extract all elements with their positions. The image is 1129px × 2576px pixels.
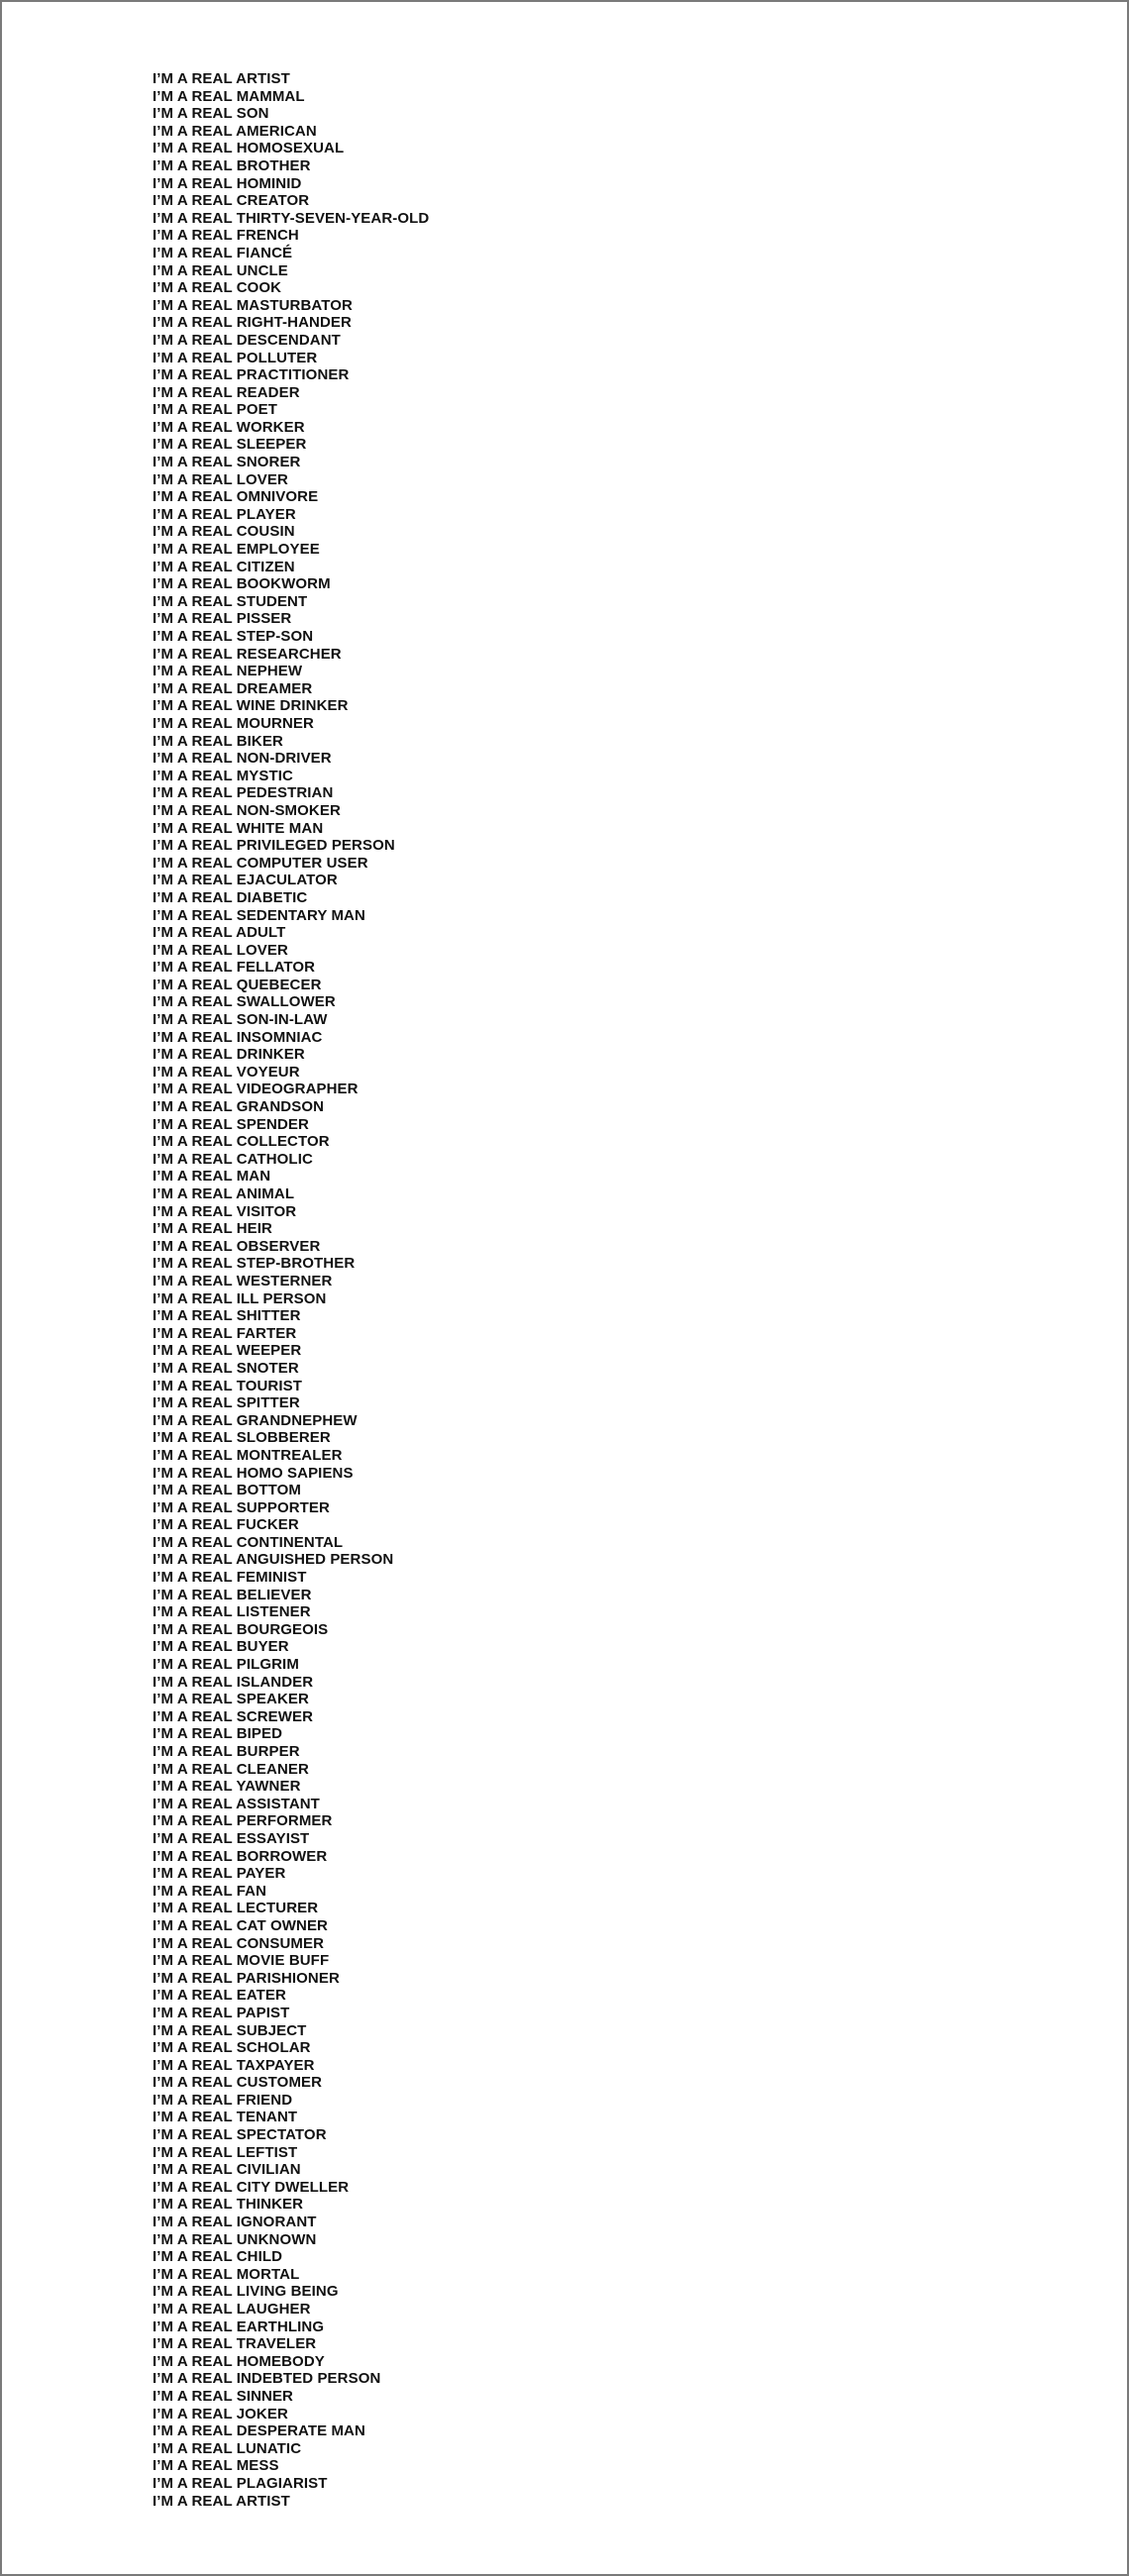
text-list: [153, 70, 429, 2510]
text-line: I’M A REAL BOTTOM: [153, 1482, 302, 1499]
text-line: I’M A REAL FRENCH: [153, 227, 299, 245]
text-line: I’M A REAL JOKER: [153, 2405, 288, 2422]
text-line: I’M A REAL SLEEPER: [153, 436, 307, 454]
text-line: I’M A REAL WINE DRINKER: [153, 697, 349, 715]
text-line: I’M A REAL CUSTOMER: [153, 2074, 323, 2092]
text-line: I’M A REAL SCREWER: [153, 1707, 314, 1725]
text-line: I’M A REAL FELLATOR: [153, 959, 316, 977]
text-line: I’M A REAL INSOMNIAC: [153, 1028, 323, 1046]
text-line: I’M A REAL FEMINIST: [153, 1569, 307, 1587]
text-line: I’M A REAL DESPERATE MAN: [153, 2422, 365, 2440]
text-line: I’M A REAL COMPUTER USER: [153, 854, 368, 872]
text-line: I’M A REAL CITY DWELLER: [153, 2178, 350, 2196]
text-line: I’M A REAL GRANDSON: [153, 1098, 325, 1116]
text-line: I’M A REAL SON: [153, 105, 269, 123]
text-line: I’M A REAL LISTENER: [153, 1603, 311, 1621]
text-line: I’M A REAL MOVIE BUFF: [153, 1952, 330, 1970]
text-line: I’M A REAL POET: [153, 401, 277, 419]
text-line: I’M A REAL PAYER: [153, 1865, 286, 1883]
text-line: I’M A REAL OMNIVORE: [153, 488, 319, 506]
text-line: I’M A REAL VOYEUR: [153, 1063, 300, 1081]
text-line: I’M A REAL DESCENDANT: [153, 331, 341, 349]
text-line: I’M A REAL SPEAKER: [153, 1691, 309, 1708]
text-line: I’M A REAL CATHOLIC: [153, 1150, 313, 1168]
text-line: I’M A REAL DREAMER: [153, 679, 313, 697]
text-line: I’M A REAL COOK: [153, 279, 282, 297]
text-line: I’M A REAL EATER: [153, 1987, 286, 2005]
text-line: I’M A REAL PLAGIARIST: [153, 2474, 328, 2492]
text-line: I’M A REAL COLLECTOR: [153, 1133, 330, 1151]
text-line: I’M A REAL BIKER: [153, 732, 283, 750]
text-line: I’M A REAL NON-DRIVER: [153, 750, 332, 768]
text-line: I’M A REAL LECTURER: [153, 1900, 319, 1917]
text-line: I’M A REAL ASSISTANT: [153, 1795, 320, 1812]
text-line: I’M A REAL LIVING BEING: [153, 2283, 339, 2301]
text-line: I’M A REAL GRANDNEPHEW: [153, 1411, 358, 1429]
text-line: I’M A REAL TRAVELER: [153, 2335, 317, 2353]
text-line: I’M A REAL TOURIST: [153, 1377, 302, 1394]
text-line: I’M A REAL CLEANER: [153, 1760, 309, 1778]
text-line: I’M A REAL ADULT: [153, 924, 286, 942]
text-line: I’M A REAL ANGUISHED PERSON: [153, 1551, 394, 1569]
text-line: I’M A REAL EARTHLING: [153, 2318, 325, 2335]
text-line: I’M A REAL CONTINENTAL: [153, 1533, 344, 1551]
text-line: I’M A REAL MASTURBATOR: [153, 296, 353, 314]
text-line: I’M A REAL PILGRIM: [153, 1656, 299, 1674]
text-line: I’M A REAL HOMINID: [153, 174, 302, 192]
text-line: I’M A REAL LUNATIC: [153, 2439, 302, 2457]
text-line: I’M A REAL QUEBECER: [153, 976, 322, 993]
text-line: I’M A REAL VIDEOGRAPHER: [153, 1081, 359, 1098]
text-line: I’M A REAL TAXPAYER: [153, 2056, 315, 2074]
text-line: I’M A REAL AMERICAN: [153, 122, 317, 140]
text-line: I’M A REAL ANIMAL: [153, 1185, 295, 1202]
text-line: I’M A REAL ARTIST: [153, 2492, 290, 2510]
text-line: I’M A REAL COUSIN: [153, 523, 295, 541]
text-line: I’M A REAL LAUGHER: [153, 2301, 311, 2318]
text-line: I’M A REAL MORTAL: [153, 2265, 300, 2283]
text-line: I’M A REAL HOMO SAPIENS: [153, 1464, 354, 1482]
text-line: I’M A REAL FRIEND: [153, 2091, 293, 2109]
text-line: I’M A REAL CAT OWNER: [153, 1916, 328, 1934]
text-line: I’M A REAL WESTERNER: [153, 1272, 333, 1289]
text-line: I’M A REAL UNCLE: [153, 261, 288, 279]
text-line: I’M A REAL CHILD: [153, 2248, 283, 2266]
text-line: I’M A REAL NEPHEW: [153, 663, 303, 680]
text-line: I’M A REAL WHITE MAN: [153, 819, 324, 837]
text-line: I’M A REAL IGNORANT: [153, 2214, 317, 2231]
text-line: I’M A REAL BOOKWORM: [153, 575, 331, 593]
text-line: I’M A REAL SPITTER: [153, 1394, 300, 1412]
text-line: I’M A REAL THIRTY-SEVEN-YEAR-OLD: [153, 209, 430, 227]
text-line: I’M A REAL SLOBBERER: [153, 1429, 331, 1447]
text-line: I’M A REAL READER: [153, 383, 300, 401]
text-line: I’M A REAL EJACULATOR: [153, 872, 338, 889]
text-line: I’M A REAL SNOTER: [153, 1359, 299, 1377]
text-line: I’M A REAL RIGHT-HANDER: [153, 314, 352, 332]
text-line: I’M A REAL MAMMAL: [153, 87, 305, 105]
text-line: I’M A REAL SUPPORTER: [153, 1498, 330, 1516]
text-line: I’M A REAL FIANCÉ: [153, 244, 293, 261]
text-line: I’M A REAL EMPLOYEE: [153, 541, 320, 559]
text-line: I’M A REAL VISITOR: [153, 1202, 297, 1220]
text-line: I’M A REAL POLLUTER: [153, 349, 318, 366]
text-line: I’M A REAL ARTIST: [153, 70, 290, 87]
text-line: I’M A REAL ILL PERSON: [153, 1289, 327, 1307]
text-line: I’M A REAL ESSAYIST: [153, 1829, 310, 1847]
text-line: I’M A REAL LOVER: [153, 941, 288, 959]
text-line: I’M A REAL CREATOR: [153, 192, 310, 210]
text-line: I’M A REAL BROTHER: [153, 156, 311, 174]
text-line: I’M A REAL DRINKER: [153, 1046, 305, 1064]
text-line: I’M A REAL INDEBTED PERSON: [153, 2370, 381, 2388]
text-line: I’M A REAL SON-IN-LAW: [153, 1011, 328, 1029]
text-line: I’M A REAL STEP-BROTHER: [153, 1255, 356, 1273]
text-line: I’M A REAL BELIEVER: [153, 1586, 312, 1603]
text-line: I’M A REAL SINNER: [153, 2387, 293, 2405]
text-line: I’M A REAL RESEARCHER: [153, 645, 342, 663]
text-line: I’M A REAL BIPED: [153, 1725, 283, 1743]
text-line: I’M A REAL MYSTIC: [153, 767, 293, 784]
text-line: I’M A REAL PRACTITIONER: [153, 366, 350, 384]
text-line: I’M A REAL FARTER: [153, 1324, 297, 1342]
text-line: I’M A REAL FUCKER: [153, 1516, 299, 1534]
text-line: I’M A REAL BORROWER: [153, 1847, 328, 1865]
text-line: I’M A REAL PARISHIONER: [153, 1969, 340, 1987]
text-line: I’M A REAL BUYER: [153, 1638, 289, 1656]
text-line: I’M A REAL MOURNER: [153, 714, 314, 732]
text-line: I’M A REAL CIVILIAN: [153, 2161, 301, 2179]
text-line: I’M A REAL MONTREALER: [153, 1446, 343, 1464]
text-line: I’M A REAL CITIZEN: [153, 558, 295, 575]
text-line: I’M A REAL LEFTIST: [153, 2143, 298, 2161]
text-line: I’M A REAL MESS: [153, 2457, 279, 2475]
text-line: I’M A REAL STUDENT: [153, 592, 308, 610]
text-line: I’M A REAL STEP-SON: [153, 628, 314, 645]
text-line: I’M A REAL UNKNOWN: [153, 2230, 317, 2248]
text-line: I’M A REAL HEIR: [153, 1220, 272, 1238]
text-line: I’M A REAL LOVER: [153, 470, 288, 488]
text-line: I’M A REAL TENANT: [153, 2109, 298, 2126]
text-line: I’M A REAL PLAYER: [153, 505, 296, 523]
text-line: I’M A REAL SCHOLAR: [153, 2039, 311, 2057]
text-line: I’M A REAL HOMOSEXUAL: [153, 140, 345, 157]
text-line: I’M A REAL HOMEBODY: [153, 2352, 325, 2370]
text-line: I’M A REAL PISSER: [153, 610, 292, 628]
text-line: I’M A REAL THINKER: [153, 2196, 304, 2214]
text-line: I’M A REAL PEDESTRIAN: [153, 784, 334, 802]
text-line: I’M A REAL NON-SMOKER: [153, 801, 341, 819]
text-line: I’M A REAL OBSERVER: [153, 1237, 321, 1255]
text-line: I’M A REAL YAWNER: [153, 1778, 301, 1796]
text-line: I’M A REAL SPECTATOR: [153, 2126, 327, 2144]
text-line: I’M A REAL WEEPER: [153, 1342, 302, 1360]
text-line: I’M A REAL DIABETIC: [153, 888, 308, 906]
text-line: I’M A REAL PAPIST: [153, 2004, 290, 2021]
text-line: I’M A REAL SHITTER: [153, 1307, 301, 1325]
text-line: I’M A REAL SUBJECT: [153, 2021, 307, 2039]
text-line: I’M A REAL CONSUMER: [153, 1934, 325, 1952]
text-line: I’M A REAL BURPER: [153, 1743, 300, 1760]
text-line: I’M A REAL ISLANDER: [153, 1673, 314, 1691]
text-line: I’M A REAL SWALLOWER: [153, 993, 336, 1011]
text-line: I’M A REAL BOURGEOIS: [153, 1620, 329, 1638]
text-line: I’M A REAL FAN: [153, 1882, 267, 1900]
text-line: I’M A REAL SEDENTARY MAN: [153, 906, 365, 924]
text-line: I’M A REAL WORKER: [153, 418, 305, 436]
text-line: I’M A REAL MAN: [153, 1168, 271, 1185]
text-line: I’M A REAL SPENDER: [153, 1115, 309, 1133]
text-line: I’M A REAL PERFORMER: [153, 1812, 333, 1830]
text-line: I’M A REAL SNORER: [153, 454, 301, 471]
text-line: I’M A REAL PRIVILEGED PERSON: [153, 837, 395, 855]
